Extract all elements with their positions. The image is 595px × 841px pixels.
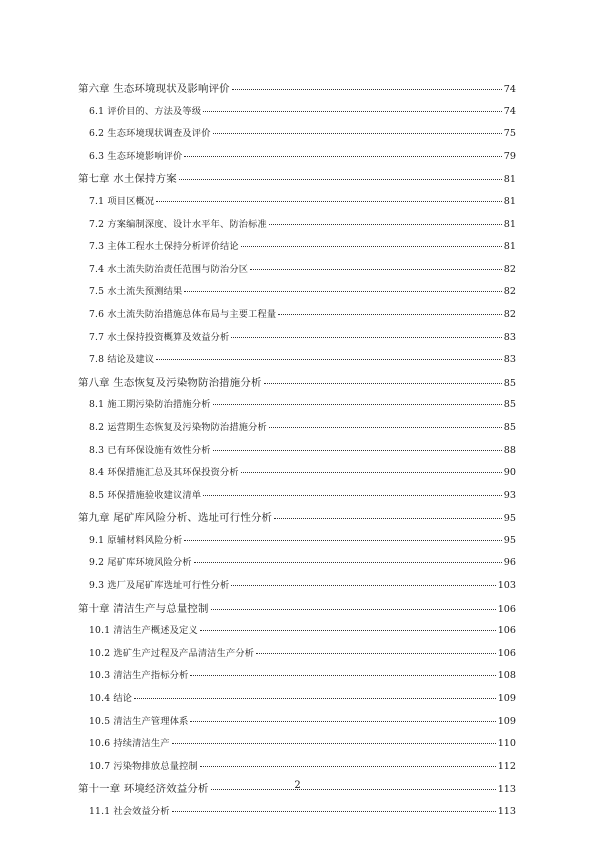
table-of-contents — [78, 80, 516, 826]
toc-entry-title: 第十一章 环境经济效益分析 — [78, 783, 209, 796]
toc-entry-title: 7.2 方案编制深度、设计水平年、防治标准 — [89, 218, 267, 230]
toc-entry-title: 7.8 结论及建议 — [89, 354, 155, 366]
dot-leader — [231, 585, 495, 586]
toc-entry-page: 93 — [503, 489, 516, 501]
toc-section-entry[interactable] — [78, 283, 516, 306]
dot-leader — [172, 811, 496, 812]
toc-entry-page: 81 — [503, 195, 516, 207]
toc-entry-page: 103 — [497, 580, 516, 592]
dot-leader — [232, 89, 502, 90]
toc-entry-page: 85 — [503, 399, 516, 411]
toc-entry-page: 82 — [503, 308, 516, 320]
dot-leader — [194, 562, 502, 563]
toc-entry-title: 7.6 水土流失防治措施总体布局与主要工程量 — [89, 308, 277, 320]
toc-entry-title: 6.3 生态环境影响评价 — [89, 150, 183, 162]
dot-leader — [184, 540, 501, 541]
toc-entry-title: 10.5 清洁生产管理体系 — [89, 715, 189, 727]
dot-leader — [241, 246, 502, 247]
toc-entry-title: 7.7 水土保持投资概算及效益分析 — [89, 331, 230, 343]
toc-section-entry[interactable] — [78, 306, 516, 329]
toc-entry-page: 82 — [503, 263, 516, 275]
toc-section-entry[interactable] — [78, 690, 516, 713]
toc-entry-title: 11.1 社会效益分析 — [89, 806, 170, 817]
dot-leader — [203, 495, 502, 496]
toc-entry-page: 106 — [497, 647, 516, 659]
toc-entry-page: 113 — [497, 806, 516, 817]
toc-entry-title: 8.5 环保措施验收建议清单 — [89, 489, 202, 501]
dot-leader — [213, 450, 502, 451]
toc-chapter-entry[interactable] — [78, 80, 516, 103]
dot-leader — [264, 383, 502, 384]
toc-section-entry[interactable] — [78, 442, 516, 465]
toc-entry-title: 第九章 尾矿库风险分析、选址可行性分析 — [78, 512, 273, 525]
toc-chapter-entry[interactable] — [78, 509, 516, 532]
dot-leader — [211, 609, 496, 610]
toc-entry-title: 6.1 评价目的、方法及等级 — [89, 105, 202, 117]
toc-entry-title: 第八章 生态恢复及污染物防治措施分析 — [78, 376, 262, 389]
dot-leader — [190, 675, 495, 676]
toc-entry-page: 96 — [503, 557, 516, 569]
toc-entry-title: 7.1 项目区概况 — [89, 195, 155, 207]
toc-section-entry[interactable] — [78, 532, 516, 555]
toc-entry-page: 85 — [503, 421, 516, 433]
toc-entry-title: 9.2 尾矿库环境风险分析 — [89, 557, 192, 569]
toc-entry-page: 106 — [497, 625, 516, 637]
toc-entry-page: 106 — [497, 603, 516, 615]
toc-entry-title: 第七章 水土保持方案 — [78, 173, 177, 186]
dot-leader — [274, 518, 502, 519]
toc-entry-title: 10.7 污染物排放总量控制 — [89, 760, 198, 772]
page-number: 2 — [294, 780, 301, 791]
dot-leader — [203, 111, 502, 112]
toc-entry-page: 95 — [503, 513, 516, 525]
toc-chapter-entry[interactable] — [78, 170, 516, 193]
toc-section-entry[interactable] — [78, 554, 516, 577]
toc-section-entry[interactable] — [78, 487, 516, 510]
toc-entry-title: 8.4 环保措施汇总及其环保投资分析 — [89, 467, 239, 479]
toc-section-entry[interactable] — [78, 216, 516, 239]
dot-leader — [200, 766, 496, 767]
toc-section-entry[interactable] — [78, 713, 516, 736]
toc-entry-title: 7.5 水土流失预测结果 — [89, 286, 183, 298]
toc-entry-title: 10.3 清洁生产指标分析 — [89, 670, 189, 682]
toc-entry-title: 10.2 选矿生产过程及产品清洁生产分析 — [89, 647, 255, 659]
dot-leader — [172, 743, 496, 744]
toc-section-entry[interactable] — [78, 667, 516, 690]
toc-section-entry[interactable] — [78, 735, 516, 758]
toc-section-entry[interactable] — [78, 645, 516, 668]
toc-section-entry[interactable] — [78, 419, 516, 442]
toc-entry-title: 8.2 运营期生态恢复及污染物防治措施分析 — [89, 421, 267, 433]
dot-leader — [179, 179, 502, 180]
toc-section-entry[interactable] — [78, 148, 516, 171]
dot-leader — [250, 269, 502, 270]
toc-entry-page: 85 — [503, 377, 516, 389]
dot-leader — [190, 721, 495, 722]
dot-leader — [269, 427, 502, 428]
toc-entry-page: 81 — [503, 174, 516, 186]
toc-entry-page: 88 — [503, 444, 516, 456]
toc-section-entry[interactable] — [78, 396, 516, 419]
toc-entry-page: 79 — [503, 150, 516, 162]
dot-leader — [184, 291, 501, 292]
toc-entry-page: 109 — [497, 715, 516, 727]
toc-entry-title: 10.4 结论 — [89, 693, 133, 705]
toc-chapter-entry[interactable] — [78, 600, 516, 623]
toc-section-entry[interactable] — [78, 193, 516, 216]
toc-section-entry[interactable] — [78, 351, 516, 374]
dot-leader — [213, 133, 502, 134]
toc-entry-page: 81 — [503, 241, 516, 253]
toc-entry-title: 8.3 已有环保设施有效性分析 — [89, 444, 211, 456]
toc-section-entry[interactable] — [78, 125, 516, 148]
dot-leader — [269, 224, 502, 225]
toc-section-entry[interactable] — [78, 464, 516, 487]
toc-section-entry[interactable] — [78, 238, 516, 261]
dot-leader — [241, 472, 502, 473]
toc-entry-page: 112 — [497, 760, 516, 772]
toc-section-entry[interactable] — [78, 577, 516, 600]
toc-entry-title: 9.1 原辅材料风险分析 — [89, 534, 183, 546]
toc-entry-page: 81 — [503, 218, 516, 230]
toc-section-entry[interactable] — [78, 758, 516, 781]
toc-entry-title: 6.2 生态环境现状调查及评价 — [89, 128, 211, 140]
dot-leader — [156, 359, 502, 360]
dot-leader — [256, 653, 495, 654]
toc-section-entry[interactable] — [78, 803, 516, 826]
dot-leader — [231, 337, 501, 338]
toc-entry-page: 110 — [497, 738, 516, 750]
toc-section-entry[interactable] — [78, 103, 516, 126]
toc-entry-title: 10.6 持续清洁生产 — [89, 738, 170, 750]
toc-entry-title: 10.1 清洁生产概述及定义 — [89, 625, 198, 637]
toc-entry-page: 113 — [497, 784, 516, 796]
toc-chapter-entry[interactable] — [78, 374, 516, 397]
toc-entry-page: 74 — [503, 84, 516, 95]
dot-leader — [213, 404, 502, 405]
toc-section-entry[interactable] — [78, 329, 516, 352]
dot-leader — [200, 630, 496, 631]
toc-entry-title: 8.1 施工期污染防治措施分析 — [89, 399, 211, 411]
toc-entry-title: 7.3 主体工程水土保持分析评价结论 — [89, 241, 239, 253]
dot-leader — [278, 314, 501, 315]
toc-section-entry[interactable] — [78, 261, 516, 284]
toc-entry-title: 第十章 清洁生产与总量控制 — [78, 602, 209, 615]
toc-entry-page: 95 — [503, 534, 516, 546]
toc-entry-page: 82 — [503, 286, 516, 298]
toc-entry-title: 7.4 水土流失防治责任范围与防治分区 — [89, 263, 249, 275]
toc-entry-page: 83 — [503, 331, 516, 343]
toc-entry-page: 75 — [503, 128, 516, 140]
toc-entry-title: 第六章 生态环境现状及影响评价 — [78, 83, 230, 95]
toc-entry-page: 90 — [503, 467, 516, 479]
dot-leader — [184, 156, 501, 157]
dot-leader — [134, 698, 496, 699]
toc-entry-page: 74 — [503, 105, 516, 117]
dot-leader — [156, 201, 502, 202]
toc-entry-title: 9.3 选厂及尾矿库选址可行性分析 — [89, 580, 230, 592]
toc-entry-page: 109 — [497, 693, 516, 705]
toc-section-entry[interactable] — [78, 622, 516, 645]
toc-entry-page: 83 — [503, 354, 516, 366]
toc-entry-page: 108 — [497, 670, 516, 682]
